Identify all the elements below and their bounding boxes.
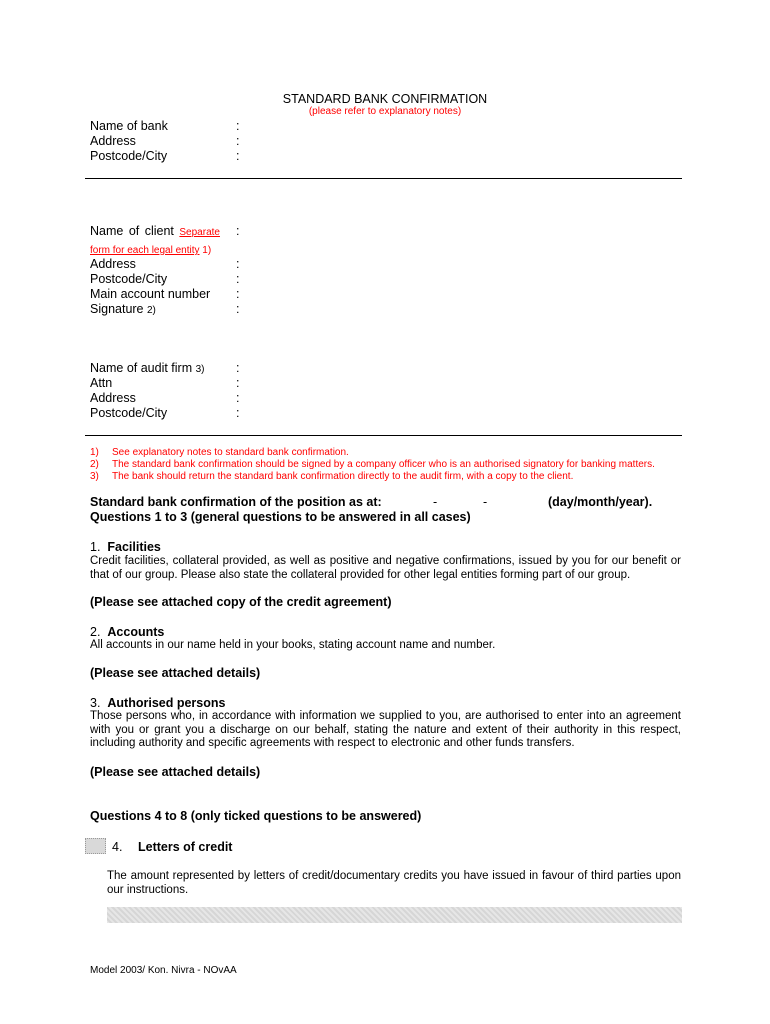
- colon: :: [236, 272, 240, 286]
- bank-name-label: Name of bank: [90, 119, 168, 133]
- note-ref: 2): [147, 305, 156, 316]
- bank-address-label: Address: [90, 134, 136, 148]
- document-title: STANDARD BANK CONFIRMATION: [282, 92, 488, 106]
- audit-firm-label: [90, 361, 205, 377]
- colon: :: [236, 257, 240, 271]
- q4-title: Letters of credit: [138, 840, 233, 854]
- section-title: Facilities: [107, 540, 161, 554]
- date-dash: -: [433, 495, 438, 509]
- position-line: Standard bank confirmation of the position as at:: [90, 495, 382, 509]
- colon: :: [236, 134, 240, 148]
- separate-form-note: Separate: [179, 227, 220, 238]
- section-accounts-text: All accounts in our name held in your books, stating account name and number.: [90, 639, 496, 651]
- note-number: 2): [90, 459, 99, 470]
- note-number: 3): [90, 471, 99, 482]
- separate-form-note-text: form for each legal entity: [90, 245, 200, 256]
- section-facilities-attached: (Please see attached copy of the credit agreement): [90, 595, 392, 609]
- signature-label: [90, 302, 156, 318]
- colon: :: [236, 391, 240, 405]
- section-authorised-attached: (Please see attached details): [90, 765, 261, 779]
- colon: :: [236, 406, 240, 420]
- client-name-label: [90, 224, 220, 240]
- audit-firm-text: Name of audit firm: [90, 361, 193, 375]
- colon: :: [236, 224, 240, 238]
- audit-postcode-label: Postcode/City: [90, 406, 168, 420]
- colon: :: [236, 302, 240, 316]
- date-format: (day/month/year).: [548, 495, 653, 509]
- note-ref: 1): [202, 245, 212, 256]
- section-number: 3.: [90, 696, 101, 710]
- note-ref: 3): [195, 364, 205, 375]
- date-dash: -: [483, 495, 488, 509]
- section-accounts-heading: [90, 625, 164, 639]
- attn-label: Attn: [90, 376, 113, 390]
- note-2: [90, 459, 655, 471]
- colon: :: [236, 376, 240, 390]
- section-accounts-attached: (Please see attached details): [90, 666, 261, 680]
- footer: Model 2003/ Kon. Nivra - NOvAA: [90, 965, 237, 976]
- q4-text: The amount represented by letters of credit/documentary credits you have issued in favour of third parties upon our instructions.: [107, 870, 681, 896]
- audit-address-label: Address: [90, 391, 136, 405]
- section-authorised-text: Those persons who, in accordance with information we supplied to you, are authorised to enter into an agreement with you or grant you a discharge on our behalf, stating the nature and extent of their authority in this respect, including authority and specific agreements with respect to electronic and other funds transfers.: [90, 710, 681, 749]
- section-facilities-heading: [90, 540, 161, 554]
- bank-postcode-label: Postcode/City: [90, 149, 168, 163]
- q4-answer-field[interactable]: [107, 907, 682, 923]
- colon: :: [236, 287, 240, 301]
- note-3: [90, 471, 573, 483]
- separate-form-note-line2: [90, 243, 211, 258]
- section-title: Authorised persons: [107, 696, 226, 710]
- section-title: Accounts: [107, 625, 165, 639]
- client-name-text: Name of client: [90, 224, 174, 238]
- section-number: 2.: [90, 625, 101, 639]
- section-facilities-text: Credit facilities, collateral provided, as well as positive and negative confirmations, issued by you for our benefit or that of our group. Please also state the collateral provided for other legal entities forming part of our group.: [90, 555, 681, 581]
- note-text: The bank should return the standard bank confirmation directly to the audit firm, with a copy to the client.: [112, 471, 574, 482]
- colon: :: [236, 119, 240, 133]
- colon: :: [236, 361, 240, 375]
- document-subtitle: (please refer to explanatory notes): [308, 106, 462, 117]
- questions-ticked-heading: Questions 4 to 8 (only ticked questions to be answered): [90, 809, 422, 823]
- note-text: See explanatory notes to standard bank confirmation.: [112, 447, 349, 458]
- note-number: 1): [90, 447, 99, 458]
- client-postcode-label: Postcode/City: [90, 272, 168, 286]
- client-address-label: Address: [90, 257, 136, 271]
- main-account-label: Main account number: [90, 287, 211, 301]
- colon: :: [236, 149, 240, 163]
- divider: [85, 435, 682, 436]
- signature-text: Signature: [90, 302, 144, 316]
- note-1: [90, 447, 349, 459]
- letters-of-credit-checkbox[interactable]: [85, 838, 106, 854]
- divider: [85, 178, 682, 179]
- q4-number: 4.: [112, 840, 123, 854]
- note-text: The standard bank confirmation should be signed by a company officer who is an authorised signatory for banking matters.: [112, 459, 655, 470]
- section-number: 1.: [90, 540, 101, 554]
- questions-general-heading: Questions 1 to 3 (general questions to be answered in all cases): [90, 510, 471, 524]
- section-authorised-heading: [90, 696, 225, 710]
